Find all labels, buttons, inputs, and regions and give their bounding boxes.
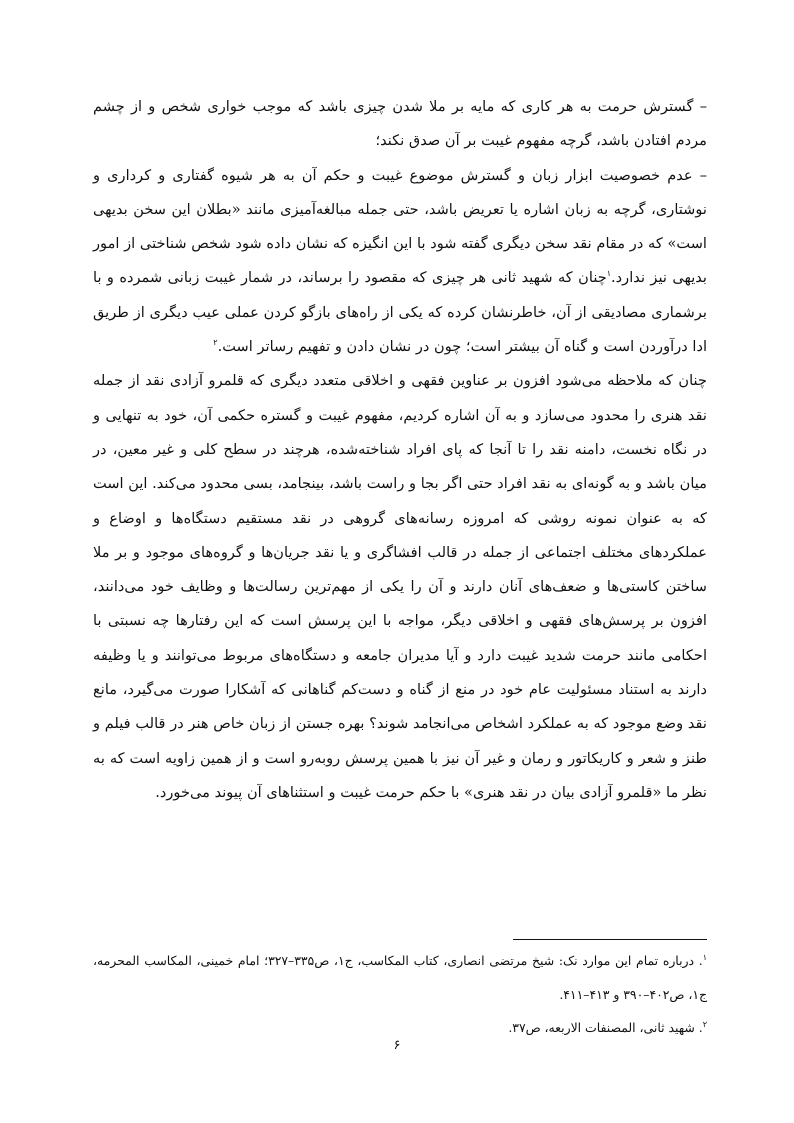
footnote-divider: [513, 939, 707, 940]
paragraph-2-part-1: – عدم خصوصیت ابزار زبان و گسترش موضوع غیبت و حکم آن به هر شیوه گفتاری و کرداری و نوشتاری، گرچه به زبان اشاره یا تعریض باشد، حتی جمله مبالغه‌آمیزی مانند «بطلان این سخن بدیهی است» که در مقام نقد سخن دیگری گفته شود با این انگیزه که نشان داده شود شخص شناختی از امور بدیهی نیز ندارد.: [93, 166, 707, 287]
footnote-1-text: . درباره تمام این موارد نک: شیخ مرتضی انصاری، کتاب المکاسب، ج۱، ص۳۳۵–۳۲۷؛ امام خمینی، المکاسب المحرمه، ج۱، ص۴۰۲–۳۹۰ و ۴۱۳–۴۱۱.: [93, 953, 707, 1002]
footnote-2-text: . شهید ثانی، المصنفات الاربعه، ص۳۷.: [508, 1020, 703, 1035]
paragraph-2-part-2: چنان که شهید ثانی هر چیزی که مقصود را برساند، در شمار غیبت زبانی شمرده و با برشماری مصادیقی از آن، خاطرنشان کرده که یکی از راه‌های بازگو کردن عملی عیب دیگری از طریق ادا درآوردن است و گناه آن بیشتر است؛ چون در نشان دادن و تفهیم رساتر است.: [93, 269, 707, 356]
paragraph-3: چنان که ملاحظه می‌شود افزون بر عناوین فقهی و اخلاقی متعدد دیگری که قلمرو آزادی نقد از جمله نقد هنری را محدود می‌سازد و به آن اشاره کردیم، مفهوم غیبت و گستره حکمی آن، خود به تنهایی و در نگاه نخست، دامنه نقد را تا آنجا که پای افراد شناخته‌شده، هرچند در سطح کلی و غیر معین، در میان باشد و به گونه‌ای به نقد افراد حتی اگر بجا و راست باشد، بینجامد، بسی محدود می‌کند. این است که به عنوان نمونه روشی که امروزه رسانه‌های گروهی در نقد مستقیم دستگاه‌ها و اوضاع و عملکردهای مختلف اجتماعی از جمله در قالب افشاگری و یا نقد جریان‌ها و گروه‌های موجود و بر ملا ساختن کاستی‌ها و ضعف‌های آنان دارند و آن را یکی از مهم‌ترین رسالت‌ها و وظایف خود می‌دانند، افزون بر پرسش‌های فقهی و اخلاقی دیگر، مواجه با این پرسش است که این رفتارها چه نسبتی با احکامی مانند حرمت شدید غیبت دارد و آیا مدیران جامعه و دستگاه‌های مربوط می‌توانند و یا وظیفه دارند به استناد مسئولیت عام خود در منع از گناه و دست‌کم گناهانی که آشکارا صورت می‌گیرد، مانع نقد وضع موجود که به عملکرد اشخاص می‌انجامد شوند؟ بهره جستن از زبان خاص هنر در قالب فیلم و طنز و شعر و کاریکاتور و رمان و غیر آن نیز با همین پرسش روبه‌رو است و از همین زاویه است که به نظر ما «قلمرو آزادی بیان در نقد هنری» با حکم حرمت غیبت و استثناهای آن پیوند می‌خورد.: [93, 372, 707, 801]
footnote-1: [93, 944, 707, 1011]
footnote-2-number: ۲: [702, 1019, 707, 1029]
paragraph-1: – گسترش حرمت به هر کاری که مایه بر ملا شدن چیزی باشد که موجب خواری شخص و از چشم مردم افتادن باشد، گرچه مفهوم غیبت بر آن صدق نکند؛: [93, 98, 707, 150]
footnotes: [93, 944, 707, 1045]
footnote-ref-2[interactable]: ۲: [213, 338, 218, 348]
footnote-ref-1[interactable]: ۱: [606, 269, 612, 279]
body-text: [93, 90, 707, 810]
page-number: ۶: [393, 1038, 401, 1053]
footnote-1-number: ۱: [702, 952, 708, 962]
paragraph-2: [93, 159, 707, 365]
